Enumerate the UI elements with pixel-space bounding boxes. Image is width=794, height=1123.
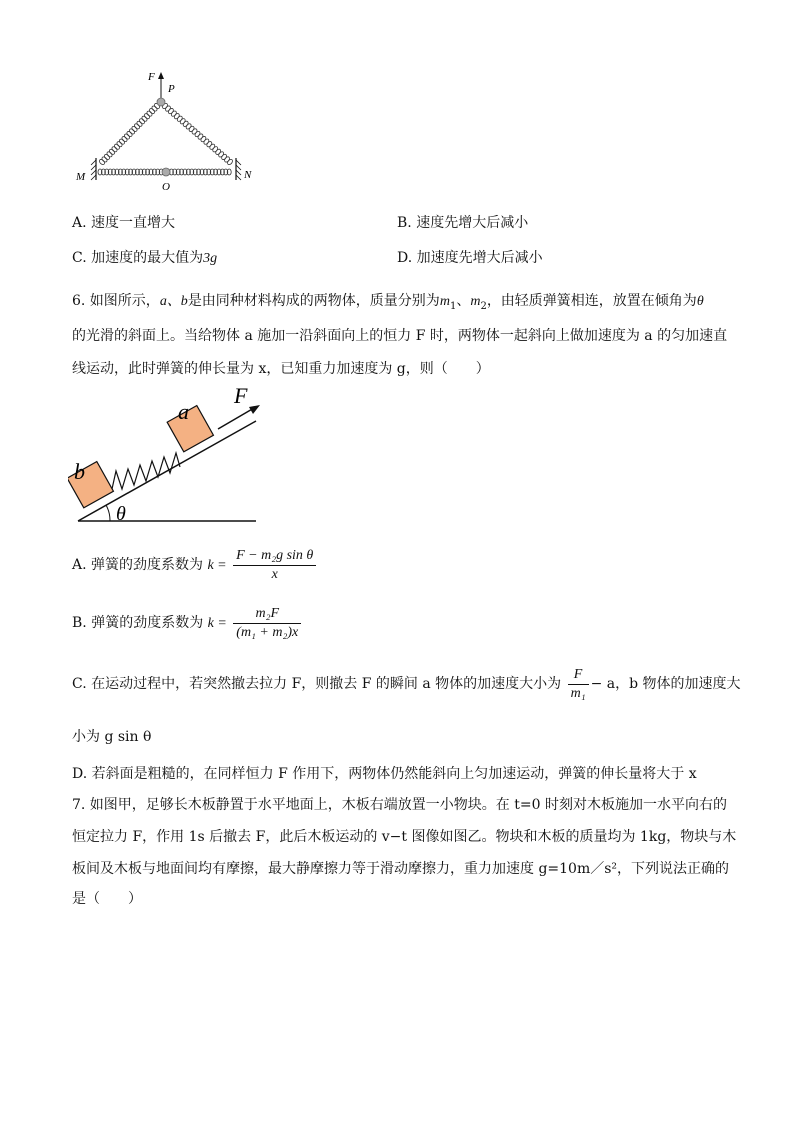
incline-figure [68, 383, 268, 528]
q6-stem-line3: 线运动，此时弹簧的伸长量为 x，已知重力加速度为 g，则（ ） [72, 361, 490, 377]
q6-option-a: A. 弹簧的劲度系数为 k = $\frac{\text{F − m₂g sin θ}}{x}$ [72, 545, 318, 586]
q7-stem-line4: 是（ ） [72, 891, 142, 907]
q7-stem-line3: 板间及木板与地面间均有摩擦，最大静摩擦力等于滑动摩擦力，重力加速度 g=10m／s²，下列说法正确的 [72, 861, 730, 877]
label-P: P [168, 83, 175, 95]
label-N: N [244, 169, 252, 181]
q6-option-c: C. 在运动过程中，若突然撤去拉力 F，则撤去 F 的瞬间 a 物体的加速度大小为 $\frac{F}{\text{m₁}}$ − a，b 物体的加速度大 [72, 666, 741, 701]
q5-option-c: C. 加速度的最大值为3g [72, 250, 218, 266]
spring-coil [227, 158, 234, 165]
label-F: F [234, 383, 248, 408]
q6-option-c-cont: 小为 g sin θ [72, 729, 152, 745]
label-F: F [148, 71, 155, 83]
q6-option-b: B. 弹簧的劲度系数为 k = $\frac{\text{m₂F}}{\text{(m₁ + m₂)x}}$ [72, 603, 303, 644]
label-b: b [74, 459, 85, 484]
spring-triangle-svg [72, 62, 272, 197]
q7-stem-line1: 7. 如图甲，足够长木板静置于水平地面上，木板右端放置一小物块。在 t=0 时刻对木板施加一水平向右的 [72, 797, 727, 813]
q6-stem-line1: 6. 如图所示，a、b是由同种材料构成的两物体，质量分别为$m_1$、$m_2$，由轻质弹簧相连，放置在倾角为θ [72, 293, 704, 312]
label-O: O [162, 181, 170, 193]
label-theta: θ [116, 503, 126, 525]
q6-option-d: D. 若斜面是粗糙的，在同样恒力 F 作用下，两物体仍然能斜向上匀加速运动，弹簧的伸长量将大于 x [72, 766, 697, 782]
q6-stem-line2: 的光滑的斜面上。当给物体 a 施加一沿斜面向上的恒力 F 时，两物体一起斜向上做加速度为 a 的匀加速直 [72, 328, 728, 344]
incline-svg [68, 383, 268, 528]
label-M: M [76, 171, 86, 183]
q5-option-d: D. 加速度先增大后减小 [397, 250, 543, 266]
q7-stem-line2: 恒定拉力 F，作用 1s 后撤去 F，此后木板运动的 v−t 图像如图乙。物块和木板的质量均为 1kg，物块与木 [72, 829, 737, 845]
q5-option-b: B. 速度先增大后减小 [397, 215, 529, 231]
spring-triangle-figure [72, 62, 272, 197]
q5-option-a: A. 速度一直增大 [72, 215, 176, 231]
label-a: a [178, 399, 189, 424]
